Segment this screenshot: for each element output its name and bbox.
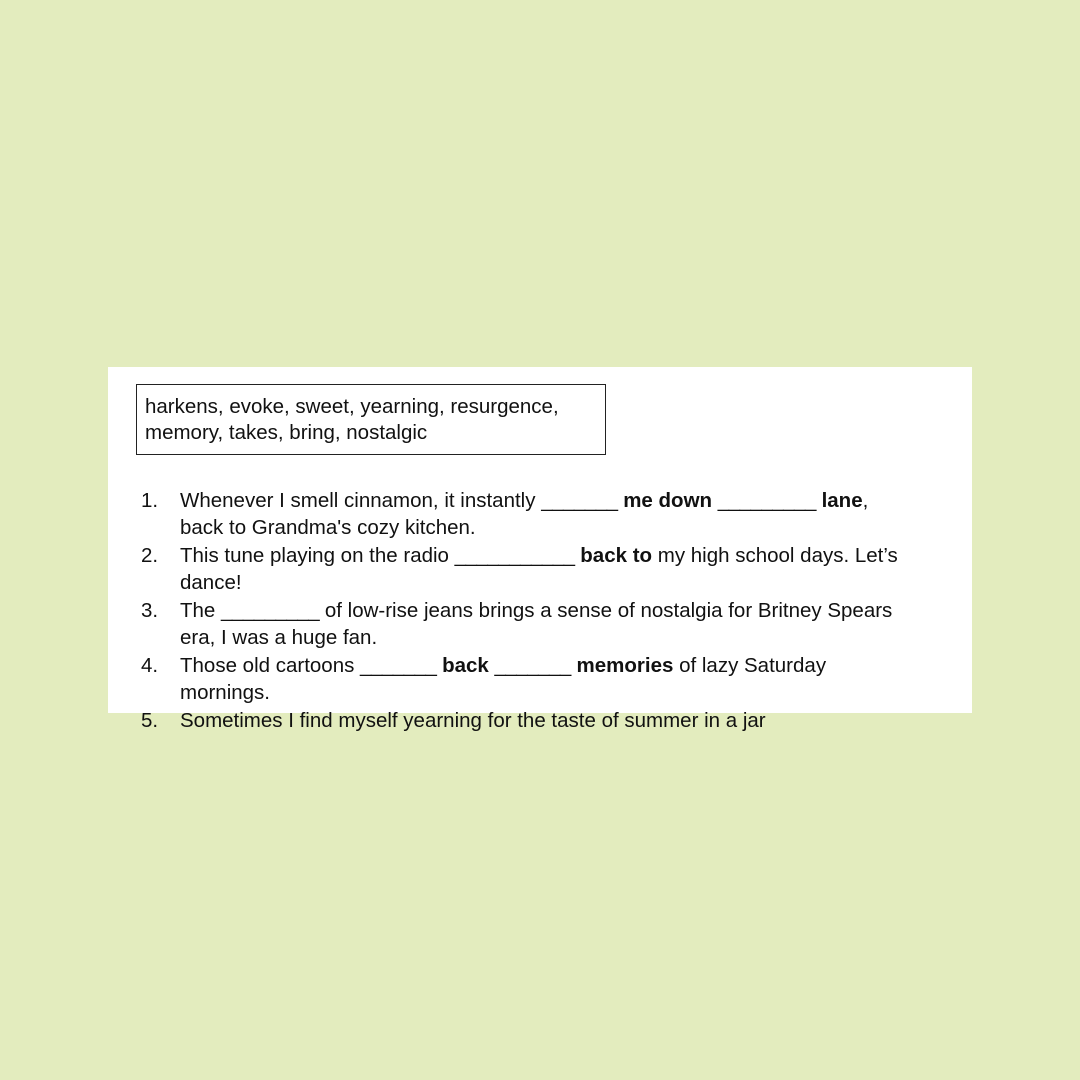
exercise-number: 2. bbox=[141, 544, 159, 567]
word-bank-box bbox=[136, 384, 606, 455]
bold-phrase: memories bbox=[576, 654, 674, 677]
exercise-item bbox=[141, 542, 901, 596]
exercise-number: 3. bbox=[141, 599, 159, 622]
sentence-text: Those old cartoons bbox=[180, 654, 361, 677]
sentence-text: Sometimes I find myself yearning for the taste of summer in a jar bbox=[180, 709, 766, 732]
answer-blank: _______ bbox=[541, 489, 618, 512]
sentence-text: The bbox=[180, 599, 222, 622]
exercise-item bbox=[141, 597, 901, 651]
answer-blank: _________ bbox=[717, 489, 816, 512]
bold-phrase: lane bbox=[821, 489, 863, 512]
answer-blank: _________ bbox=[221, 599, 320, 622]
exercise-item bbox=[141, 487, 901, 541]
answer-blank: _______ bbox=[494, 654, 571, 677]
sentence-text: of lazy Saturday mornings. bbox=[180, 654, 827, 704]
word-bank-line-1: harkens, evoke, sweet, yearning, resurgence, bbox=[145, 395, 559, 418]
exercise-item bbox=[141, 652, 901, 706]
sentence-text: my high school days. Let’s dance! bbox=[180, 544, 898, 594]
exercise-item bbox=[141, 707, 901, 734]
bold-phrase: back bbox=[442, 654, 489, 677]
answer-blank: ___________ bbox=[454, 544, 575, 567]
sentence-text: of low-rise jeans brings a sense of nostalgia for Britney Spears era, I was a huge fan. bbox=[180, 599, 893, 649]
bold-phrase: me down bbox=[623, 489, 713, 512]
answer-blank: _______ bbox=[360, 654, 437, 677]
exercise-number: 1. bbox=[141, 489, 159, 512]
word-bank-line-2: memory, takes, bring, nostalgic bbox=[145, 421, 428, 444]
sentence-text: This tune playing on the radio bbox=[180, 544, 455, 567]
exercise-number: 4. bbox=[141, 654, 159, 677]
worksheet-card bbox=[108, 367, 972, 732]
sentence-text: Whenever I smell cinnamon, it instantly bbox=[180, 489, 542, 512]
bold-phrase: back to bbox=[580, 544, 653, 567]
exercise-list bbox=[141, 487, 901, 735]
sentence-text: , back to Grandma's cozy kitchen. bbox=[180, 489, 869, 539]
exercise-number: 5. bbox=[141, 709, 159, 732]
